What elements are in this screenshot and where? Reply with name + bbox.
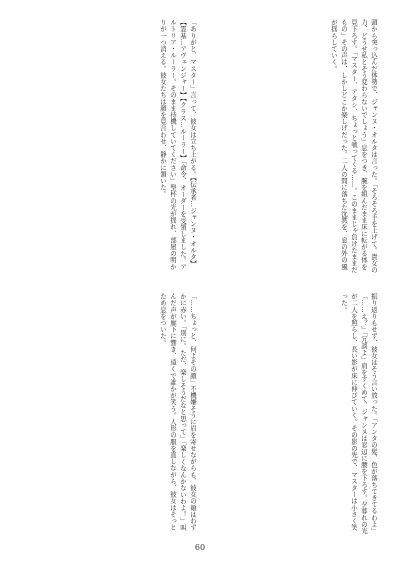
text-block-top-left: 「ありがと、マスター」言って、彼女は立ち上がる。【伝承者…ジャンヌ・オルタ】【霊基…アヴェンジャー】【クラス…ルーラー】「命令、オーダーを受領しました。アルトリア・ルーラー。そのまま待機していてください」聖杯の光が揺れ、部屋の明かりが一つ消える。彼女たちは顔を見合わせ、静かに頷いた。: [159, 19, 197, 270]
text-block-bottom-left: 「……ちょっと、何よその顔」不機嫌そうに眉を寄せながらも、彼女の頬はわずかに赤い。「別に。ただ、楽しそうだなと思って」「楽しくなんかないわよ！」叫んだ声が廊下に響き、遠くで誰かが笑う。人形の服を直しながら、彼女はそっとため息をついた。: [159, 293, 197, 531]
page-number: 60: [194, 543, 206, 552]
text-block-top-right: 頭から突っ込んだ体勢で、ジャンヌ・オルタは言った。「そろそろ手を上げて。貴女の力、どうせ私とそう変わらないでしょう」息をつき、腕を組んだまま床に転がる体を見下ろす。「マスター、アタシ、ちょっと戦ってくる……。このままじゃ負けたままだもの」その声は、しかしどこか楽しげだった。二人の間に落ちた沈黙を、窓の外の風が揺らしていく。: [330, 19, 378, 274]
text-block-bottom-right: 振り返りもせず、彼女はそう言い放った。「アンタの髪、色が落ちてきてるわよ」「……え？」「冗談よ」肩をすくめて、ジャンヌは窓辺に腰を下ろす。夕暮れの光が二人を照らし、長い影が床に伸びていく。その影の先で、マスターは小さく笑った。: [340, 293, 378, 534]
